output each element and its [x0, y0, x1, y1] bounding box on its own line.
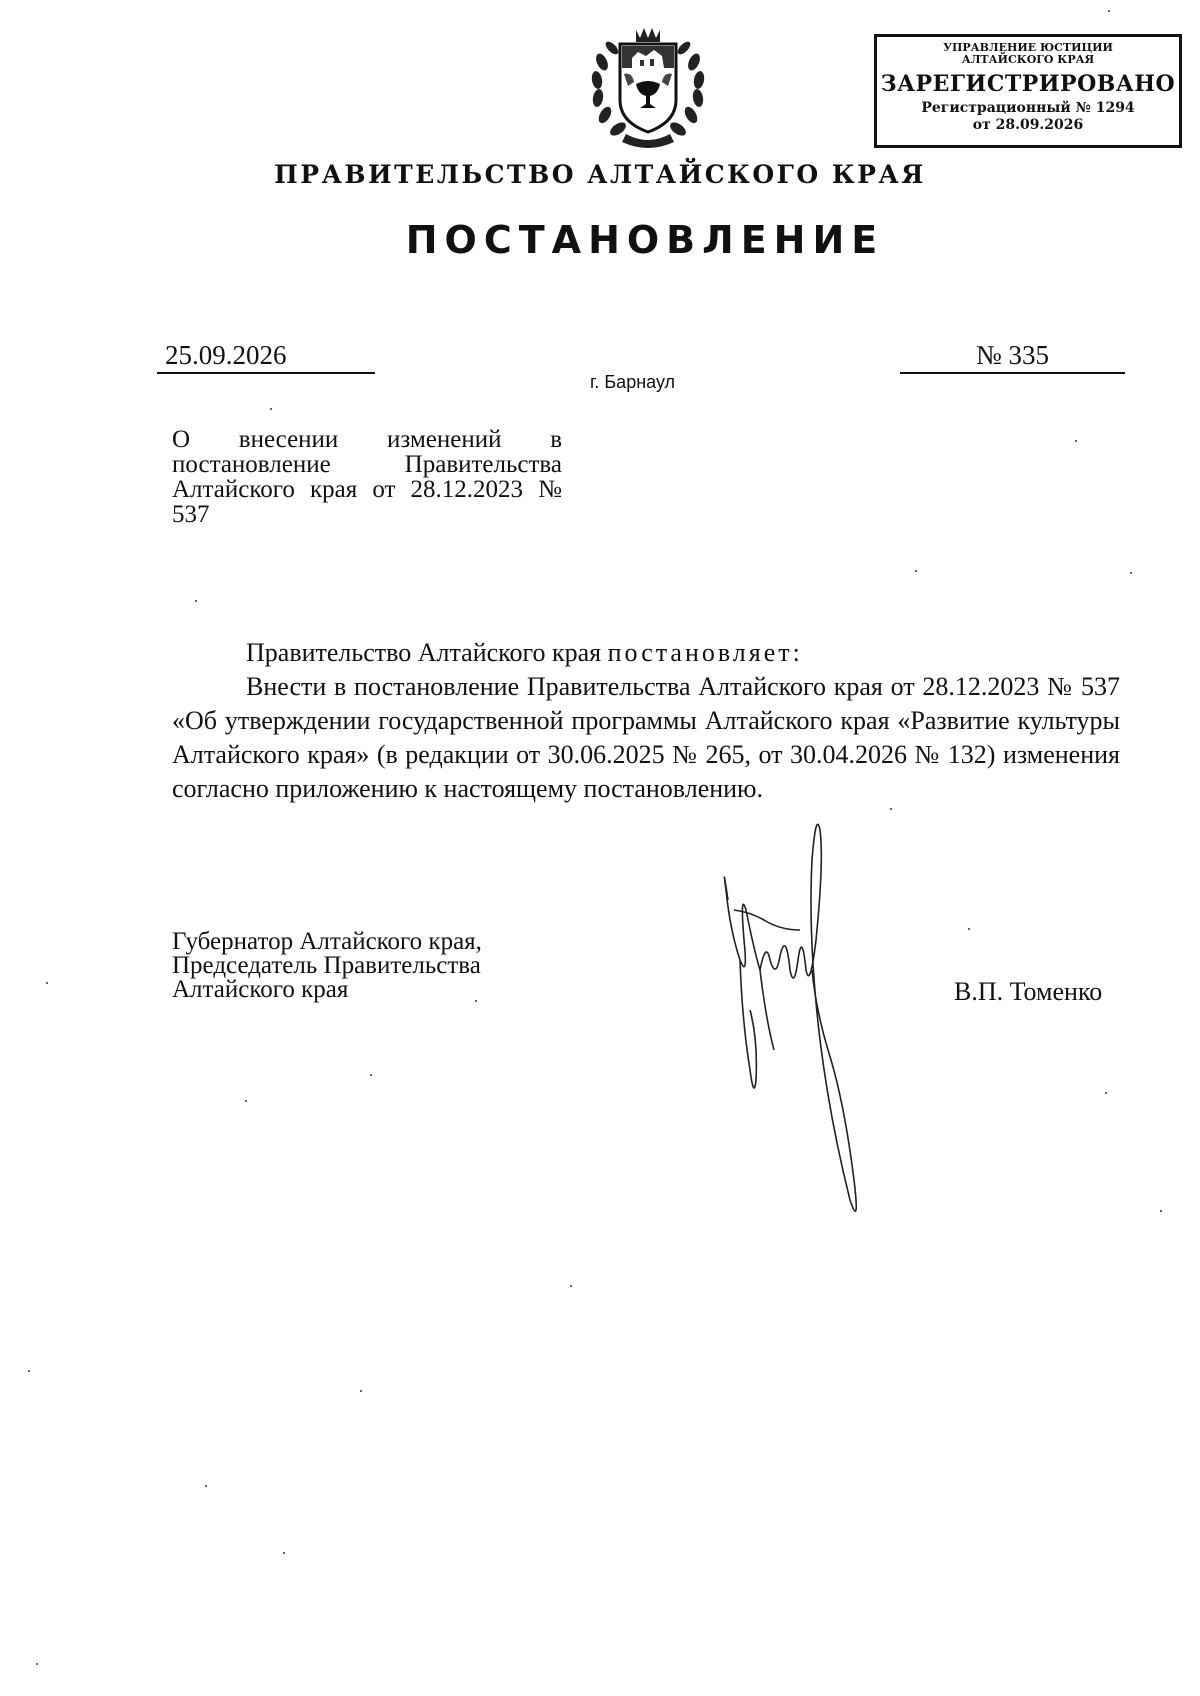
preamble-verb: постановляет:: [607, 638, 803, 667]
signer-title: [172, 930, 482, 1002]
signer-title-line: Губернатор Алтайского края,: [172, 928, 482, 955]
preamble-lead: Правительство Алтайского края: [246, 638, 608, 667]
scan-speck: [360, 1390, 362, 1392]
signature: [720, 820, 890, 1215]
scan-speck: [28, 1370, 30, 1372]
decree-body: Внести в постановление Правительства Алтайского края от 28.12.2023 № 537 «Об утверждении государственной программы Алтайского края «Развитие культуры Алтайского края» (в редакции от 30.06.2025 № 265, от 30.04.2026 № 132) изменения согласно приложению к настоящему постановлению.: [172, 672, 1120, 803]
scan-speck: [890, 808, 892, 810]
document-city: г. Барнаул: [590, 372, 676, 392]
stamp-registration-date: от 28.09.2026: [972, 117, 1084, 133]
scan-speck: [370, 1074, 372, 1076]
document-type-title: ПОСТАНОВЛЕНИЕ: [405, 218, 885, 262]
scan-speck: [1108, 10, 1110, 12]
government-name: ПРАВИТЕЛЬСТВО АЛТАЙСКОГО КРАЯ: [274, 160, 926, 189]
scan-speck: [475, 1000, 477, 1002]
scan-speck: [1130, 572, 1132, 574]
scan-speck: [1075, 440, 1077, 442]
scan-speck: [270, 408, 272, 410]
document-subject: О внесении изменений в постановление Правительства Алтайского края от 28.12.2023 № 537: [172, 426, 562, 528]
signer-title-line: Алтайского края: [172, 976, 349, 1003]
scan-speck: [283, 1552, 285, 1554]
scan-speck: [1105, 1092, 1107, 1094]
scan-speck: [36, 1663, 38, 1665]
scan-speck: [195, 600, 197, 602]
document-number: № 335: [900, 338, 1125, 374]
registration-stamp: [874, 34, 1182, 148]
scan-speck: [570, 1285, 572, 1287]
scan-speck: [915, 570, 917, 572]
preamble: [172, 636, 1120, 670]
coat-of-arms-icon: [588, 22, 708, 150]
signer-title-line: Председатель Правительства: [172, 952, 481, 979]
scan-speck: [245, 1100, 247, 1102]
document-date: 25.09.2026: [157, 338, 375, 374]
stamp-authority-line2: АЛТАЙСКОГО КРАЯ: [961, 53, 1095, 66]
scan-speck: [1160, 1210, 1162, 1212]
stamp-authority-line1: УПРАВЛЕНИЕ ЮСТИЦИИ: [943, 41, 1113, 54]
stamp-status: ЗАРЕГИСТРИРОВАНО: [880, 71, 1176, 97]
signer-name: В.П. Томенко: [954, 977, 1103, 1006]
stamp-registration-number: Регистрационный № 1294: [921, 100, 1135, 116]
scan-speck: [205, 1485, 207, 1487]
scan-speck: [46, 982, 48, 984]
scan-speck: [968, 928, 970, 930]
